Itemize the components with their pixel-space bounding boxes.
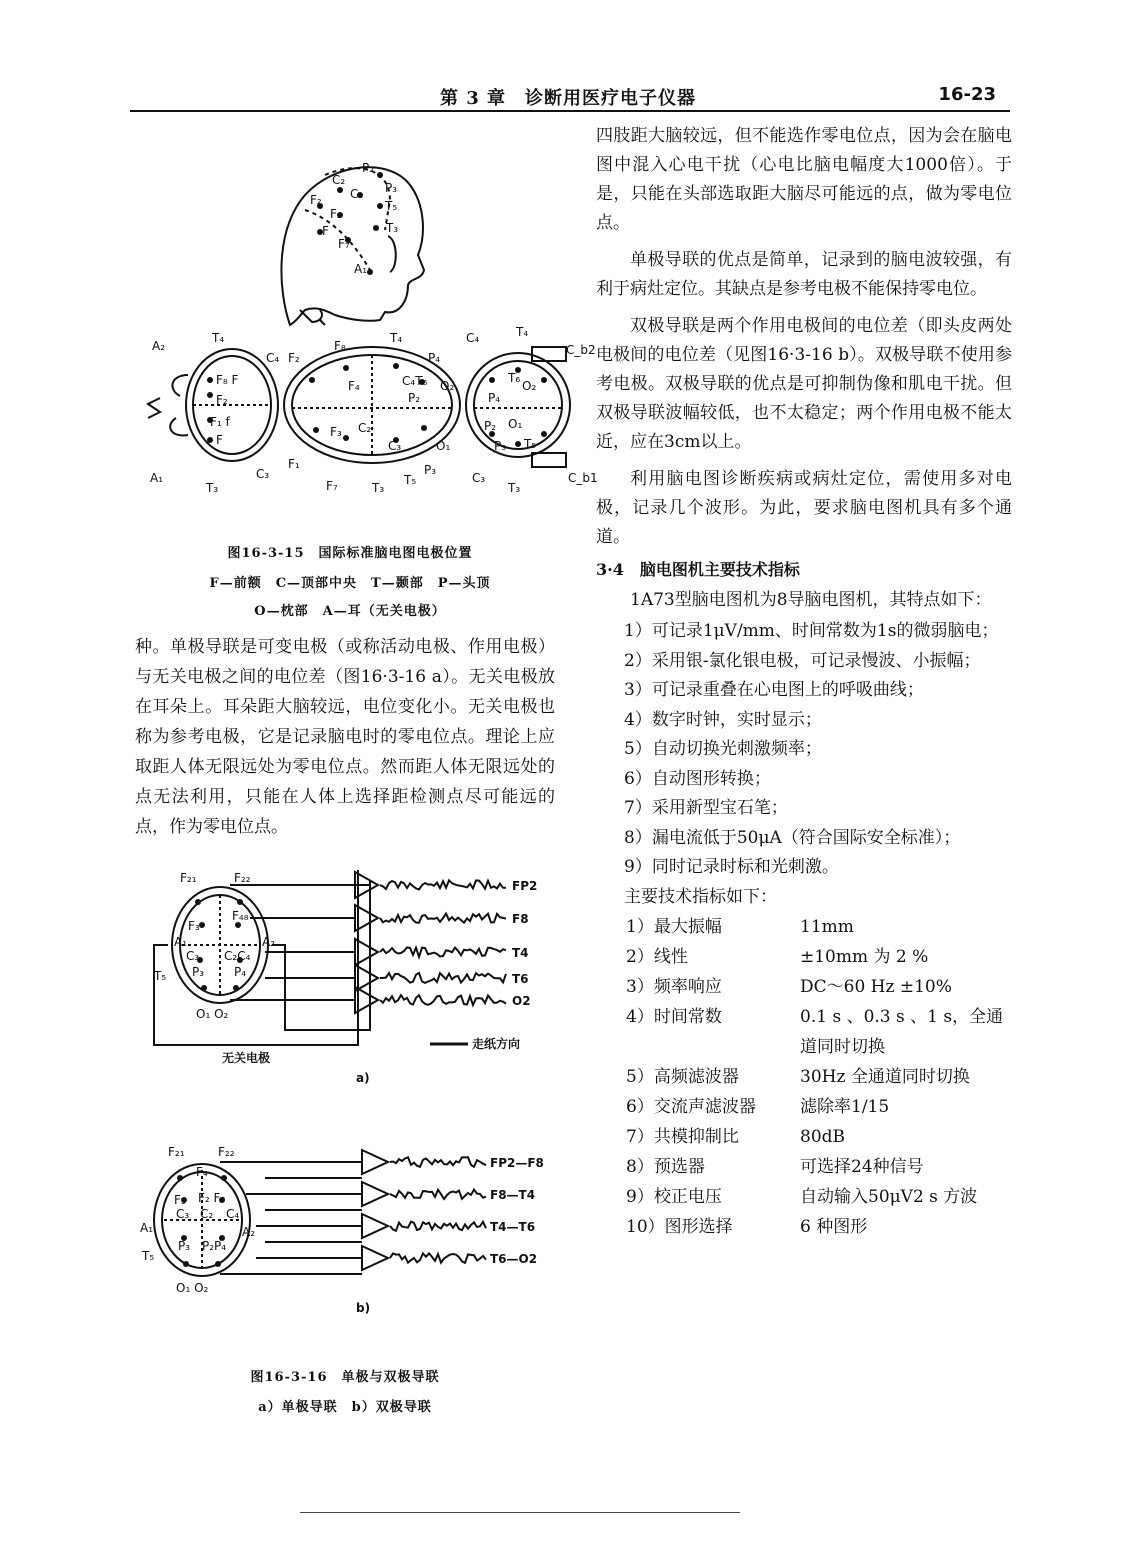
- svg-text:F₂₂: F₂₂: [234, 871, 251, 885]
- svg-text:C₃: C₃: [350, 187, 364, 201]
- spec-name: 3）频率响应: [626, 977, 722, 997]
- spec-value: ±10mm 为 2 %: [800, 947, 929, 967]
- svg-text:T₃: T₃: [206, 481, 219, 495]
- b-output-4: T6—O2: [490, 1252, 538, 1266]
- spec-name: 5）高频滤波器: [626, 1067, 739, 1087]
- svg-text:T₅: T₅: [404, 473, 417, 487]
- spec-value: 80dB: [800, 1127, 846, 1147]
- figure-16-subcaption: a）单极导联 b）双极导联: [258, 1400, 432, 1415]
- eeg-trace-monopolar: [380, 948, 506, 957]
- svg-text:F₃: F₃: [174, 1193, 186, 1207]
- svg-text:P₂: P₂: [408, 391, 421, 405]
- spec-value: 滤除率1/15: [800, 1097, 890, 1117]
- svg-text:P₂: P₂: [484, 419, 497, 433]
- svg-text:F₁: F₁: [288, 457, 300, 471]
- spec-row: [596, 1062, 1012, 1092]
- svg-text:C₃: C₃: [388, 439, 402, 453]
- svg-text:A₂: A₂: [262, 935, 276, 949]
- feature-item: 7）采用新型宝石笔；: [624, 798, 788, 818]
- svg-text:O₁: O₁: [508, 417, 523, 431]
- spec-row: [596, 1152, 1012, 1182]
- feature-item: 2）采用银-氯化银电极，可记录慢波、小振幅；: [624, 650, 981, 671]
- specs-intro: 主要技术指标如下：: [624, 886, 777, 907]
- figure-15-caption: 图16-3-15 国际标准脑电图电极位置: [227, 546, 473, 561]
- svg-text:P₄: P₄: [428, 351, 441, 365]
- svg-text:F₂₂: F₂₂: [218, 1145, 235, 1159]
- paper-direction-label: 走纸方向: [472, 1037, 521, 1051]
- feature-item: 3）可记录重叠在心电图上的呼吸曲线；: [624, 680, 924, 700]
- spec-name: 9）校正电压: [626, 1187, 722, 1207]
- svg-text:C₂: C₂: [200, 1207, 214, 1221]
- reference-electrode-label: 无关电极: [222, 1051, 271, 1065]
- svg-text:F₂: F₂: [310, 193, 322, 207]
- eeg-trace-monopolar: [380, 973, 506, 983]
- figure-b-label: b): [356, 1301, 371, 1315]
- svg-text:A₁: A₁: [140, 1221, 154, 1235]
- svg-text:T₅: T₅: [142, 1249, 155, 1263]
- svg-text:P₃: P₃: [385, 181, 398, 195]
- svg-text:P₂P₄: P₂P₄: [202, 1239, 227, 1253]
- svg-text:F₁ f: F₁ f: [210, 415, 230, 429]
- figure-15-legend-1: F—前额 C—顶部中央 T—颞部 P—头顶: [209, 576, 491, 591]
- b-output-3: T4—T6: [490, 1220, 536, 1234]
- svg-text:C₃: C₃: [176, 1207, 190, 1221]
- feature-item: 1）可记录1μV/mm、时间常数为1s的微弱脑电；: [624, 621, 999, 641]
- spec-name: 10）图形选择: [626, 1217, 733, 1237]
- svg-text:F₇: F₇: [338, 237, 350, 251]
- svg-text:C₂: C₂: [358, 421, 372, 435]
- svg-text:T₅: T₅: [385, 199, 398, 213]
- figure-15-legend-2: O—枕部 A—耳（无关电极）: [254, 604, 446, 619]
- svg-text:C_b2: C_b2: [566, 343, 596, 357]
- svg-text:T₃: T₃: [386, 221, 399, 235]
- feature-item: 8）漏电流低于50μA（符合国际安全标准）；: [624, 827, 961, 848]
- spec-value: 30Hz 全通道同时切换: [800, 1067, 970, 1087]
- feature-item: 5）自动切换光刺激频率；: [624, 739, 822, 759]
- svg-text:F₂₁: F₂₁: [168, 1145, 185, 1159]
- svg-text:F₇: F₇: [326, 479, 338, 493]
- svg-text:A₁: A₁: [150, 471, 164, 485]
- svg-text:O₁: O₁: [436, 439, 451, 453]
- spec-name: 8）预选器: [626, 1157, 705, 1177]
- figure-16-3-15: [140, 140, 610, 505]
- chapter-title: 第 3 章 诊断用医疗电子仪器: [440, 88, 697, 109]
- spec-table: [596, 912, 1012, 1242]
- svg-text:C₂: C₂: [332, 173, 346, 187]
- spec-row: [596, 942, 1012, 972]
- svg-text:F₂₁: F₂₁: [180, 871, 197, 885]
- a-output-f8: F8: [512, 912, 529, 926]
- page-header: [130, 80, 1010, 112]
- svg-text:P₃: P₃: [494, 439, 507, 453]
- svg-text:T₅: T₅: [154, 969, 167, 983]
- svg-text:F₃: F₃: [330, 207, 342, 221]
- a-output-t6: T6: [512, 972, 529, 986]
- svg-text:O₂: O₂: [522, 379, 537, 393]
- svg-text:F: F: [322, 224, 329, 238]
- svg-text:A₁: A₁: [174, 935, 188, 949]
- svg-text:F₄: F₄: [348, 379, 360, 393]
- spec-row: [596, 1182, 1012, 1212]
- svg-text:C₄: C₄: [466, 331, 480, 345]
- svg-text:P₂: P₂: [362, 161, 375, 175]
- eeg-trace-monopolar: [380, 880, 506, 889]
- a-output-fp2: FP2: [512, 879, 538, 893]
- svg-text:C₄T₆: C₄T₆: [402, 374, 428, 388]
- spec-value: 0.1 s 、0.3 s 、1 s，全通道同时切换: [800, 1007, 1004, 1057]
- eeg-trace-bipolar: [390, 1157, 486, 1167]
- svg-text:F: F: [216, 433, 223, 447]
- svg-text:C₂C₄: C₂C₄: [224, 949, 251, 963]
- svg-text:F₂: F₂: [288, 351, 300, 365]
- svg-text:T₃: T₃: [508, 481, 521, 495]
- a-output-t4: T4: [512, 946, 529, 960]
- feature-list: [596, 617, 1012, 883]
- svg-text:T₆: T₆: [508, 371, 521, 385]
- spec-name: 4）时间常数: [626, 1007, 722, 1027]
- svg-text:C₃: C₃: [256, 467, 270, 481]
- svg-text:F₃: F₃: [330, 425, 342, 439]
- svg-text:F₈: F₈: [334, 339, 346, 353]
- a-output-o2: O2: [512, 994, 531, 1008]
- svg-text:C_b1: C_b1: [568, 471, 598, 485]
- svg-text:F₃: F₃: [188, 919, 200, 933]
- svg-text:P₃: P₃: [178, 1239, 191, 1253]
- svg-text:P₃: P₃: [424, 463, 437, 477]
- spec-row: [596, 1002, 1012, 1062]
- svg-text:T₄: T₄: [516, 325, 529, 339]
- paragraph-multichannel: 利用脑电图诊断疾病或病灶定位，需使用多对电极，记录几个波形。为此，要求脑电图机具有多个通道。: [596, 469, 1012, 547]
- figure-16-caption: 图16-3-16 单极与双极导联: [250, 1370, 440, 1385]
- figure-16-3-16a: [140, 860, 560, 1090]
- spec-row: [596, 1212, 1012, 1242]
- spec-name: 7）共模抑制比: [626, 1127, 739, 1147]
- svg-text:P₃: P₃: [192, 965, 205, 979]
- spec-name: 6）交流声滤波器: [626, 1097, 756, 1117]
- page-number: 16-23: [938, 84, 996, 105]
- eeg-trace-monopolar: [380, 995, 506, 1005]
- b-output-1: FP2—F8: [490, 1156, 544, 1170]
- eeg-trace-monopolar: [380, 914, 506, 923]
- svg-text:P₄: P₄: [234, 965, 247, 979]
- svg-text:T₄: T₄: [390, 331, 403, 345]
- svg-text:C₃: C₃: [472, 471, 486, 485]
- spec-row: [596, 972, 1012, 1002]
- svg-text:F₂: F₂: [216, 393, 228, 407]
- feature-item: 9）同时记录时标和光刺激。: [624, 857, 839, 877]
- spec-row: [596, 1122, 1012, 1152]
- feature-item: 6）自动图形转换；: [624, 768, 771, 789]
- svg-text:P₄: P₄: [488, 391, 501, 405]
- paragraph-limbs: 四肢距大脑较远，但不能选作零电位点，因为会在脑电图中混入心电干扰（心电比脑电幅度大1000倍）。于是，只能在头部选取距大脑尽可能远的点，做为零电位点。: [596, 126, 1012, 233]
- spec-name: 1）最大振幅: [626, 917, 722, 937]
- svg-text:T₃: T₃: [372, 481, 385, 495]
- spec-row: [596, 912, 1012, 942]
- figure-16-3-16b: [140, 1140, 560, 1320]
- svg-text:O₁ O₂: O₁ O₂: [176, 1281, 209, 1295]
- spec-value: 6 种图形: [800, 1217, 868, 1237]
- spec-value: 11mm: [800, 917, 854, 937]
- paragraph-monopolar-merits: 单极导联的优点是简单，记录到的脑电波较强，有利于病灶定位。其缺点是参考电极不能保持零电位。: [596, 250, 1012, 299]
- paragraph-1a73-intro: 1A73型脑电图机为8导脑电图机，其特点如下：: [630, 590, 992, 610]
- svg-text:A₂: A₂: [242, 1225, 256, 1239]
- svg-text:C₄: C₄: [266, 351, 280, 365]
- section-heading-3-4: 3·4 脑电图机主要技术指标: [596, 560, 800, 579]
- spec-value: 可选择24种信号: [800, 1157, 924, 1177]
- left-column-text: [135, 632, 555, 842]
- svg-text:A₂: A₂: [152, 339, 166, 353]
- figure-a-label: a): [356, 1071, 370, 1085]
- eeg-trace-bipolar: [390, 1253, 486, 1263]
- svg-text:F₂ F₈: F₂ F₈: [198, 1191, 226, 1205]
- svg-text:F₄: F₄: [196, 1165, 208, 1179]
- svg-text:O₂: O₂: [440, 379, 455, 393]
- svg-text:T₅: T₅: [524, 437, 537, 451]
- right-column: [596, 122, 1012, 1242]
- bottom-rule: [300, 1512, 740, 1513]
- b-output-2: F8—T4: [490, 1188, 536, 1202]
- spec-name: 2）线性: [626, 947, 688, 967]
- svg-text:F₈ F: F₈ F: [216, 373, 239, 387]
- spec-value: 自动输入50μV2 s 方波: [800, 1187, 978, 1207]
- paragraph-bipolar: 双极导联是两个作用电极间的电位差（即头皮两处电极间的电位差（见图16·3-16 b）。双极导联不使用参考电极。双极导联的优点是可抑制伪像和肌电干扰。但双极导联波幅较低，也不太稳定；两个作用电极不能太近，应在3cm以上。: [596, 316, 1012, 452]
- svg-text:C₄: C₄: [226, 1207, 240, 1221]
- spec-value: DC～60 Hz ±10%: [800, 977, 952, 997]
- eeg-trace-bipolar: [390, 1222, 486, 1231]
- svg-text:T₄: T₄: [212, 331, 225, 345]
- svg-text:C₃: C₃: [186, 949, 200, 963]
- feature-item: 4）数字时钟，实时显示；: [624, 709, 822, 730]
- spec-row: [596, 1092, 1012, 1122]
- svg-text:O₁ O₂: O₁ O₂: [196, 1007, 229, 1021]
- eeg-trace-bipolar: [390, 1190, 486, 1199]
- svg-text:A₁: A₁: [354, 262, 368, 276]
- paragraph-monopolar: 种。单极导联是可变电极（或称活动电极、作用电极）与无关电极之间的电位差（图16·3-16 a）。无关电极放在耳朵上。耳朵距大脑较远，电位变化小。无关电极也称为参考电极，它是记录脑电时的零电位点。理论上应取距人体无限远处为零电位点。然而距人体无限远处的点无法利用，只能在人体上选择距检测点尽可能远的点，作为零电位点。: [135, 637, 555, 837]
- svg-text:F₄₈: F₄₈: [232, 909, 249, 923]
